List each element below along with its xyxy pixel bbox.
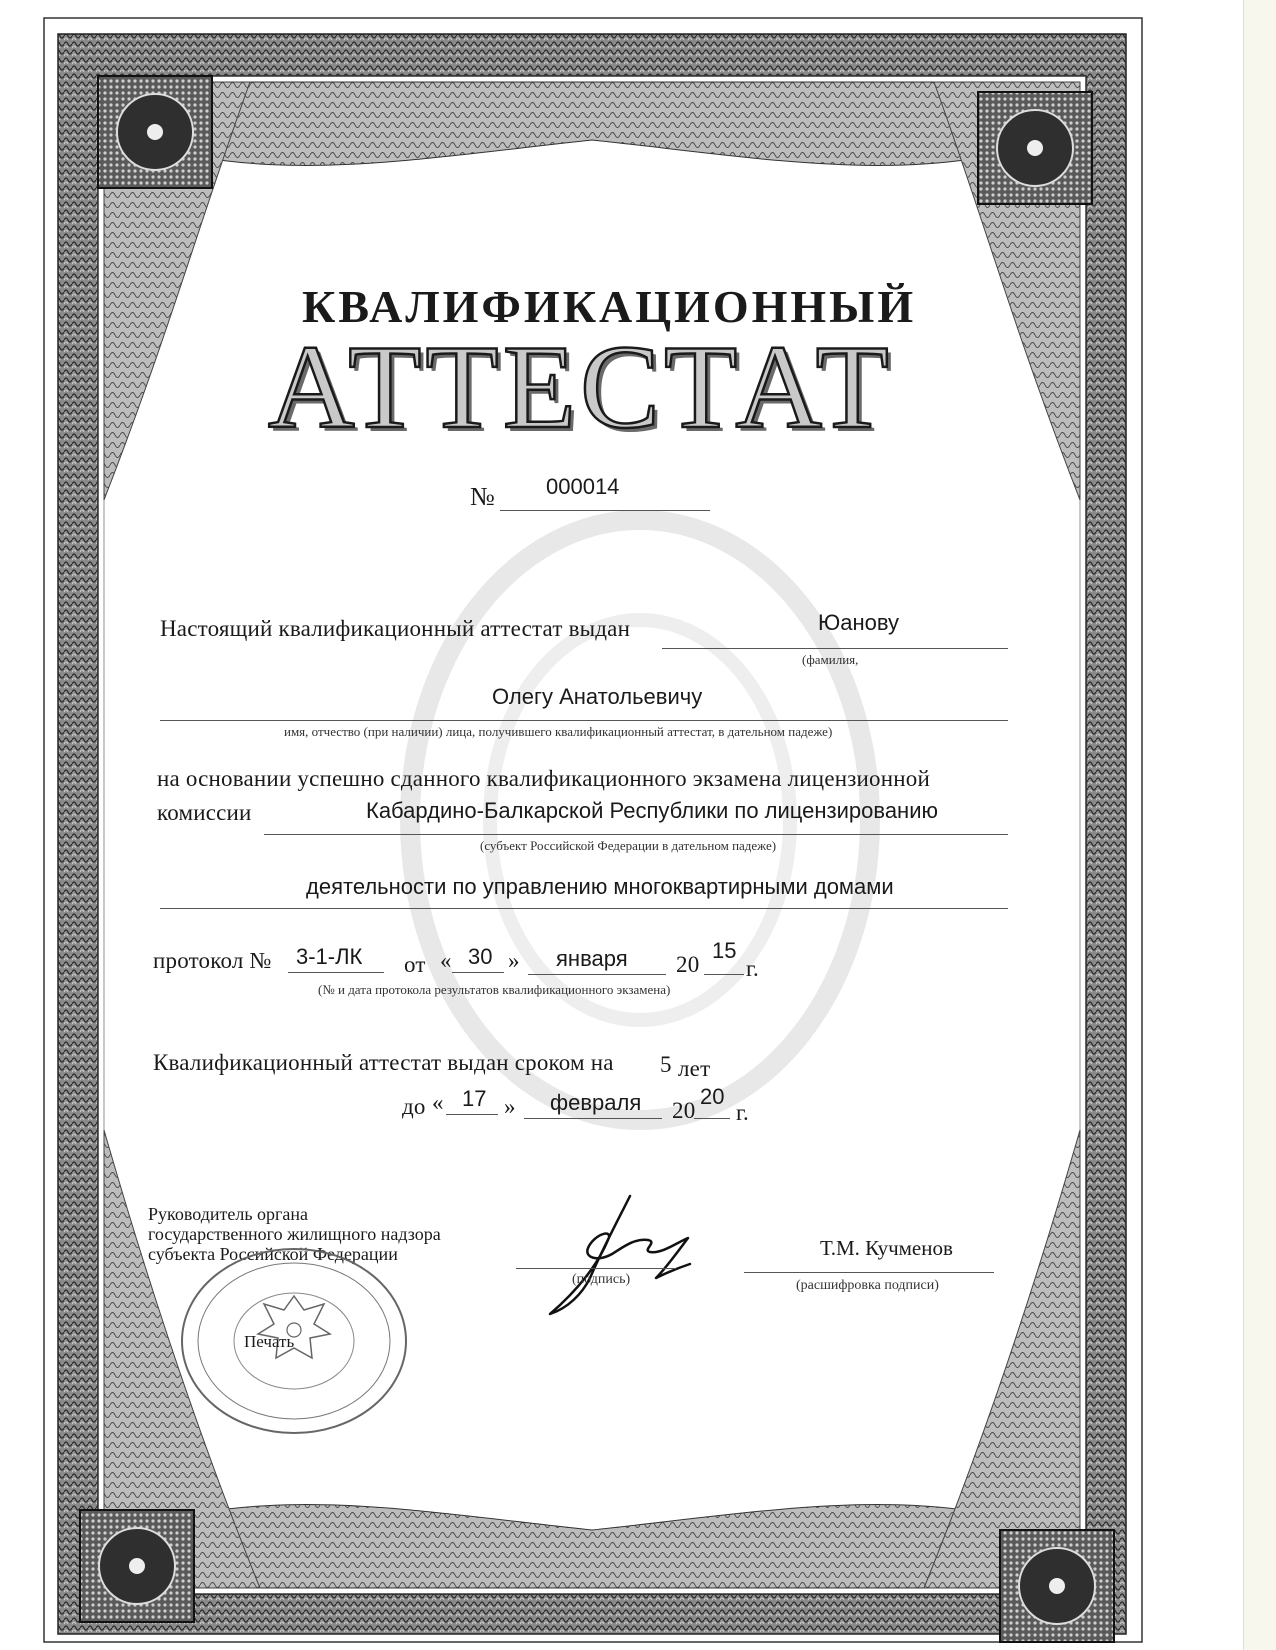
- signature-caption: (подпись): [572, 1272, 631, 1287]
- signer-name: Т.М. Кучменов: [820, 1236, 953, 1260]
- commission-caption: (субъект Российской Федерации в дательном падеже): [480, 838, 777, 853]
- protocol-year-underline: [704, 974, 744, 975]
- protocol-number: 3-1-ЛК: [296, 944, 363, 969]
- validity-month-underline: [524, 1118, 662, 1119]
- protocol-day-underline: [452, 972, 504, 973]
- title-line-2: АТТЕСТАТ: [268, 320, 893, 453]
- validity-years: 5: [660, 1052, 672, 1077]
- protocol-caption: (№ и дата протокола результатов квалификационного экзамена): [318, 982, 671, 997]
- protocol-number-underline: [288, 972, 384, 973]
- signature-underline: [516, 1268, 676, 1269]
- protocol-year-prefix: 20: [676, 952, 700, 977]
- number-sign: №: [470, 482, 496, 511]
- page-edge: [1243, 0, 1276, 1650]
- corner-rosette-top-left-icon: [98, 76, 212, 188]
- validity-year-suffix: 20: [700, 1084, 725, 1109]
- surname-caption: (фамилия,: [802, 652, 859, 667]
- stamp-label: Печать: [244, 1332, 295, 1351]
- validity-year-underline: [694, 1118, 730, 1119]
- protocol-quote-close: »: [508, 948, 520, 973]
- validity-until-label: до: [402, 1094, 426, 1119]
- handwritten-signature: [538, 1190, 708, 1320]
- protocol-day: 30: [468, 944, 493, 969]
- protocol-from-label: от: [404, 952, 426, 977]
- given-names-value: Олегу Анатольевичу: [492, 684, 703, 709]
- given-names-caption: имя, отчество (при наличии) лица, получившего квалификационный аттестат, в дательном падеже): [284, 724, 833, 739]
- protocol-quote-open: «: [440, 948, 452, 973]
- commission-value: Кабардино-Балкарской Республики по лицензированию: [366, 798, 938, 823]
- protocol-month: января: [556, 946, 628, 971]
- validity-quote-open: «: [432, 1090, 444, 1115]
- authority-line-2: государственного жилищного надзора: [148, 1224, 441, 1244]
- authority-line-3: субъекта Российской Федерации: [148, 1244, 398, 1264]
- surname-value: Юанову: [818, 610, 900, 635]
- basis-line-1: на основании успешно сданного квалификационного экзамена лицензионной: [157, 766, 930, 791]
- protocol-year-unit: г.: [746, 956, 759, 981]
- validity-quote-close: »: [504, 1094, 516, 1119]
- corner-rosette-bottom-right-icon: [1000, 1530, 1114, 1642]
- authority-line-1: Руководитель органа: [148, 1204, 309, 1224]
- protocol-month-underline: [528, 974, 666, 975]
- protocol-label: протокол №: [153, 948, 272, 973]
- corner-rosette-bottom-left-icon: [80, 1510, 194, 1622]
- corner-rosette-top-right-icon: [978, 92, 1092, 204]
- certificate-number: 000014: [546, 474, 620, 499]
- validity-year-prefix: 20: [672, 1098, 696, 1123]
- commission-underline: [264, 834, 1008, 835]
- validity-day-underline: [446, 1114, 498, 1115]
- surname-underline: [662, 648, 1008, 649]
- validity-years-unit: лет: [678, 1056, 711, 1081]
- given-names-underline: [160, 720, 1008, 721]
- validity-day: 17: [462, 1086, 487, 1111]
- validity-text: Квалификационный аттестат выдан сроком на: [153, 1050, 614, 1075]
- issued-to-text: Настоящий квалификационный аттестат выдан: [160, 616, 631, 641]
- title-line-1: КВАЛИФИКАЦИОННЫЙ: [302, 281, 917, 332]
- activity-underline: [160, 908, 1008, 909]
- number-underline: [500, 510, 710, 511]
- commission-label: комиссии: [157, 800, 252, 825]
- validity-month: февраля: [550, 1090, 642, 1115]
- activity-value: деятельности по управлению многоквартирными домами: [306, 874, 894, 899]
- signer-underline: [744, 1272, 994, 1273]
- protocol-year-suffix: 15: [712, 938, 737, 963]
- signer-caption: (расшифровка подписи): [796, 1278, 939, 1293]
- validity-year-unit: г.: [736, 1100, 749, 1125]
